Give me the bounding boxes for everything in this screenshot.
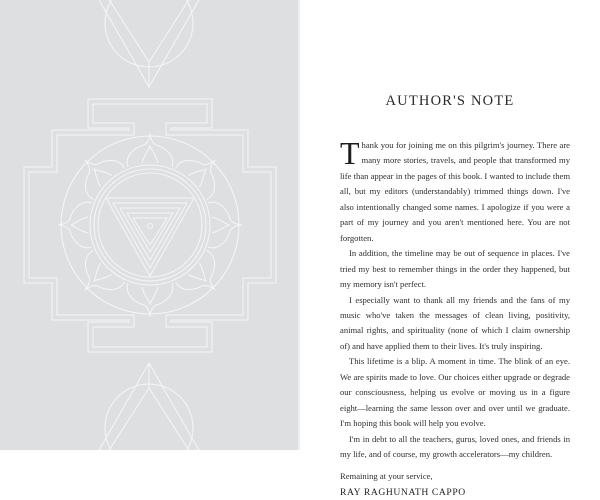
paragraph-2: In addition, the timeline may be out of sequence in places. I've tried my best to remember things in the order they happened, but my memory isn't perfect.: [340, 248, 570, 290]
closing-line: Remaining at your service,: [340, 470, 433, 481]
paragraph-3: I especially want to thank all my friends and the fans of my music who've taken the messages of clean living, positivity, animal rights, and spirituality (none of which I claim ownership of) and have applied them to their lives. It's truly inspiring.: [340, 294, 570, 351]
author-note-body: [340, 135, 570, 500]
top-v-motif: [98, 0, 200, 87]
paragraph-4: This lifetime is a blip. A moment in time. The blink of an eye. We are spirits made to love. Our choices either upgrade or degrade our consciousness, helping us evolve or moving us in a figure eight—learning the same lesson over and over until we graduate. I'm hoping this book will help you evolve.: [340, 356, 570, 429]
drop-cap: T: [340, 135, 360, 171]
bottom-a-motif: [98, 363, 200, 450]
author-signature: RAY RAGHUNATH CAPPO: [340, 486, 466, 498]
page-title: AUTHOR'S NOTE: [385, 93, 515, 109]
yantra-mandala-icon: [0, 0, 298, 450]
lotus-petals: [58, 133, 242, 317]
paragraph-1: [340, 135, 570, 246]
left-page-artwork: [0, 0, 298, 450]
nested-triangles: [106, 198, 194, 276]
inner-circle-3: [98, 173, 202, 277]
paragraph-5: I'm in debt to all the teachers, gurus, loved ones, and friends in my life, and of course, my growth accelerators—my children.: [340, 433, 570, 460]
inner-circle-2: [94, 169, 206, 281]
paragraph-1-text: hank you for joining me on this pilgrim's journey. There are many more stories, travels, and people that transformed my life than appear in the pages of this book. I wanted to include them all, but my editors (understandably) trimmed things down. I've also intentionally changed some names. I apologize if you were a part of my journey and you aren't mentioned here. You are not forgotten.: [340, 140, 570, 243]
right-page-text: [300, 0, 600, 498]
bindu-dot: [148, 224, 153, 229]
